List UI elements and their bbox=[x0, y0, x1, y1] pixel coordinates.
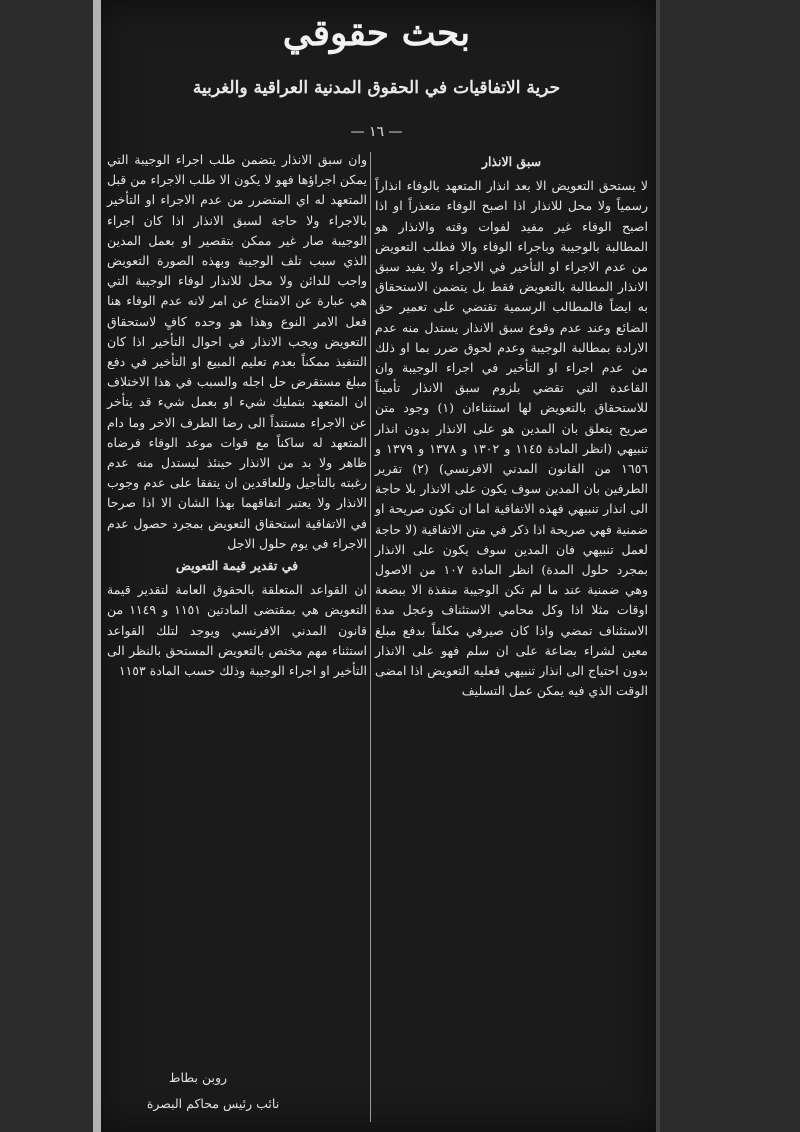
article-subtitle: حرية الاتفاقيات في الحقوق المدنية العراقية والغربية bbox=[192, 78, 561, 98]
section-heading-compensation: في تقدير قيمة التعويض bbox=[175, 558, 299, 574]
page-edge-strip bbox=[93, 0, 101, 1132]
column-divider bbox=[370, 152, 371, 1122]
right-column bbox=[375, 150, 648, 701]
newspaper-page bbox=[93, 0, 660, 1132]
article-masthead: بحث حقوقي bbox=[282, 12, 471, 54]
page-edge-shadow bbox=[656, 0, 660, 1132]
author-name: روبن بطاط bbox=[168, 1070, 228, 1085]
right-column-text: لا يستحق التعويض الا بعد انذار المتعهد بالوفاء انذاراً رسمياً ولا محل للانذار اذا اصبح الوفاء متعذراً او اذا اصبح الوفاء غير مفيد لفوات وقته والانذار هو المطالبة بالوجيبة وباجراء الوفاء والا فطلب التعويض من عدم الاجراء او التأخير في الاجراء ولا يفيد سبق الانذار المطالبة بالتعويض فقط بل يتضمن الاستحقاق به ايضاً فالمطالب الرسمية تقتضي على تعمير حق الضائع وعند عدم وقوع سبق الانذار يستدل منه عدم الارادة بمطالبة الوجيبة وعدم لحوق ضرر بما او ذلك من عدم اجراء او التأخير في اجراء الوجيبة وان القاعدة التي تقضي بلزوم سبق الانذار تأميناً للاستحقاق بالتعويض لها استثناءان (١) وجود متن صريح يتعلق بان المدين هو على الانذار بدون انذار تنبيهي (انظر المادة ١١٤٥ و ١٣٠٢ و ١٣٧٨ و ١٣٧٩ و ١٦٥٦ من القانون المدني الافرنسي) (٢) تقرير الطرفين بان المدين سوف يكون على الانذار بلا حاجة الى انذار تنبيهي فهذه الاتفاقية اما ان تكون صريحة او ضمنية فهي صريحة اذا ذكر في متن الاتفاقية (لا حاجة لعمل تنبيهي فان المدين سوف يكون على الانذار بمجرد حلول المدة) انظر المادة ١٠٧ من الاصول وهي ضمنية عند ما لم تكن الوجيبة منفذة الا ببضعة اوقات مثلا اذا وكل محامي الاستئناف وعجل مدة الاستئناف تمضي واذا كان صيرفي مكلفاً بدفع مبلغ معين لشراء بضاعة على ان سلم فهو على الانذار بدون احتياج الى انذار تنبيهي فعليه التعويض اذا امضى الوقت الذي فيه يمكن عمل التسليف bbox=[375, 178, 649, 699]
page-number: — ١٦ — bbox=[350, 124, 403, 140]
left-column-text-1: وان سبق الانذار يتضمن طلب اجراء الوجيبة التي يمكن اجراؤها فهو لا يكون الا طلب الاجراء من قبل المتعهد له اي المتضرر من عدم الاجراء او التأخير بالاجراء ولا حاجة لسبق الانذار اذا كان اجراء الوجيبة صار غير ممكن بتقصير او بعمل المدين الذي سبب تلف الوجيبة وبهذه الصورة التعويض واجب للدائن ولا محل للانذار لوفاء الوجيبة التي هي عبارة عن الامتناع عن امر لانه عدم الوفاء هنا فعل الامر النوع وهذا هو وحده كافٍ لاستحقاق التعويض ويجب الانذار في احوال التأخير اذا كان التنفيذ ممكناً بعدم تعليم المبيع او التأخير في دفع مبلغ مستقرض حل اجله والسبب في هذا الاختلاف ان المتعهد بتمليك شيء او بعمل شيء قد يتأخر عن الاجراء مستنداً الى رضا الطرف الاخر وما دام المتعهد له ساكناً مع فوات موعد الوفاء فرضاه ظاهر ولا بد من الانذار حينئذ ليستدل منه عدم رغبته بالتأجيل وللعاقدين ان يتفقا على عدم وجوب الانذار ولا يعتبر اتفاقهما بهذا الشان الا اذا صرحا في الاتفاقية استحقاق التعويض بمجرد حصول عدم الاجراء في يوم حلول الاجل bbox=[107, 152, 367, 551]
section-heading-prior-notice: سبق الانذار bbox=[481, 154, 542, 169]
left-column-text-2: ان القواعد المتعلقة بالحقوق العامة لتقدير قيمة التعويض هي بمقتضى المادتين ١١٥١ و ١١٤٩ من قانون المدني الافرنسي ويوجد لتلك القواعد استثناء مهم مختص بالتعويض المستحق بالنظر الى التأخير او اجراء الوجيبة وذلك حسب المادة ١١٥٣ bbox=[107, 582, 368, 679]
author-title: نائب رئيس محاكم البصرة bbox=[146, 1096, 280, 1111]
left-column bbox=[107, 150, 367, 681]
